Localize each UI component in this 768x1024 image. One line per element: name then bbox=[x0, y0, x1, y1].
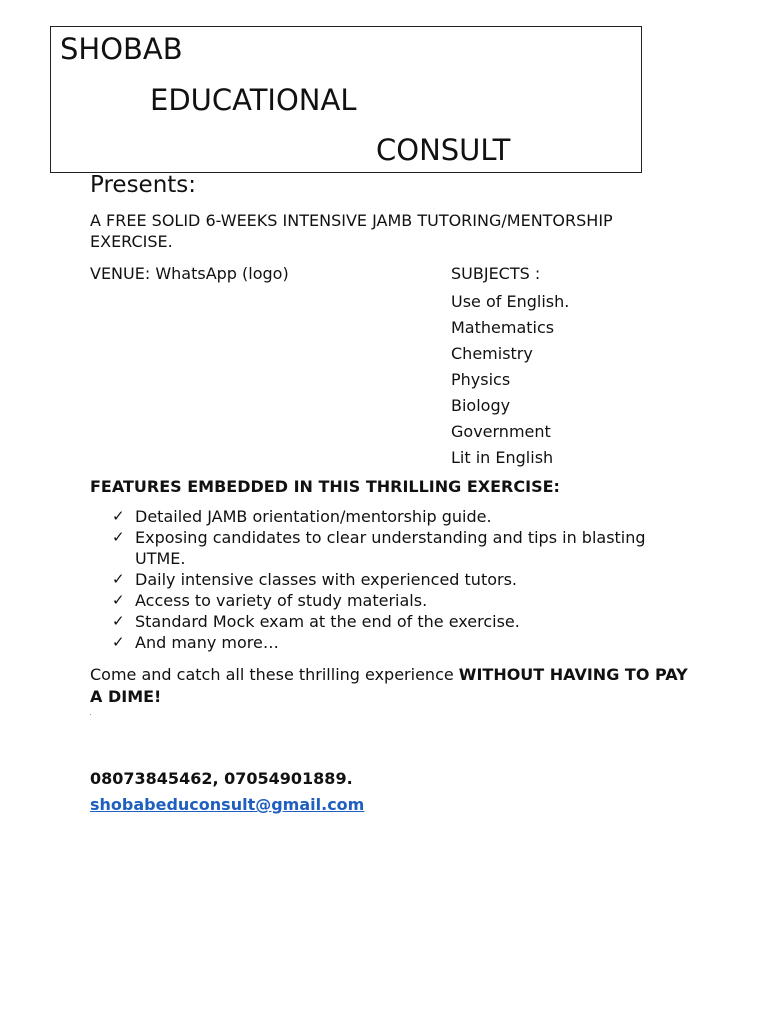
presents-label: Presents: bbox=[90, 172, 197, 198]
feature-text: Exposing candidates to clear understanding and tips in blasting UTME. bbox=[135, 528, 646, 568]
subject-item: Biology bbox=[451, 396, 511, 415]
venue-text: VENUE: WhatsApp (logo) bbox=[90, 264, 289, 283]
checkmark-icon: ✓ bbox=[112, 570, 125, 588]
feature-text: Detailed JAMB orientation/mentorship guide. bbox=[135, 507, 492, 526]
subject-list bbox=[451, 289, 569, 471]
closing-paragraph bbox=[90, 664, 690, 707]
checkmark-icon: ✓ bbox=[112, 591, 125, 609]
subject-item: Lit in English bbox=[451, 448, 554, 467]
feature-text: And many more… bbox=[135, 633, 279, 652]
header-line-shobab: SHOBAB bbox=[60, 32, 183, 66]
features-list bbox=[112, 506, 692, 653]
closing-text: Come and catch all these thrilling experience bbox=[90, 665, 459, 684]
phone-numbers: 08073845462, 07054901889. bbox=[90, 769, 353, 788]
checkmark-icon: ✓ bbox=[112, 612, 125, 630]
feature-text: Standard Mock exam at the end of the exercise. bbox=[135, 612, 520, 631]
feature-item bbox=[112, 506, 692, 527]
header-line-consult: CONSULT bbox=[376, 133, 511, 167]
feature-text: Access to variety of study materials. bbox=[135, 591, 428, 610]
feature-item bbox=[112, 527, 692, 569]
feature-item bbox=[112, 569, 692, 590]
subject-item: Chemistry bbox=[451, 344, 533, 363]
subject-item: Physics bbox=[451, 370, 511, 389]
headline-line-2: EXERCISE. bbox=[90, 232, 173, 251]
checkmark-icon: ✓ bbox=[112, 633, 125, 651]
subject-item: Government bbox=[451, 422, 551, 441]
stray-mark bbox=[90, 714, 91, 715]
subject-item: Use of English. bbox=[451, 292, 570, 311]
feature-text: Daily intensive classes with experienced tutors. bbox=[135, 570, 518, 589]
feature-item bbox=[112, 632, 692, 653]
headline-line-1: A FREE SOLID 6-WEEKS INTENSIVE JAMB TUTORING/MENTORSHIP bbox=[90, 211, 613, 230]
closing-emphasis: WITHOUT HAVING TO PAY A DIME! bbox=[90, 665, 688, 706]
feature-item bbox=[112, 611, 692, 632]
checkmark-icon: ✓ bbox=[112, 528, 125, 546]
title-box bbox=[50, 26, 642, 173]
subjects-heading: SUBJECTS : bbox=[451, 264, 541, 283]
feature-item bbox=[112, 590, 692, 611]
subject-item: Mathematics bbox=[451, 318, 555, 337]
header-line-educational: EDUCATIONAL bbox=[150, 83, 357, 117]
email-link[interactable]: shobabeduconsult@gmail.com bbox=[90, 795, 365, 814]
checkmark-icon: ✓ bbox=[112, 507, 125, 525]
features-heading: FEATURES EMBEDDED IN THIS THRILLING EXERCISE: bbox=[90, 477, 560, 496]
